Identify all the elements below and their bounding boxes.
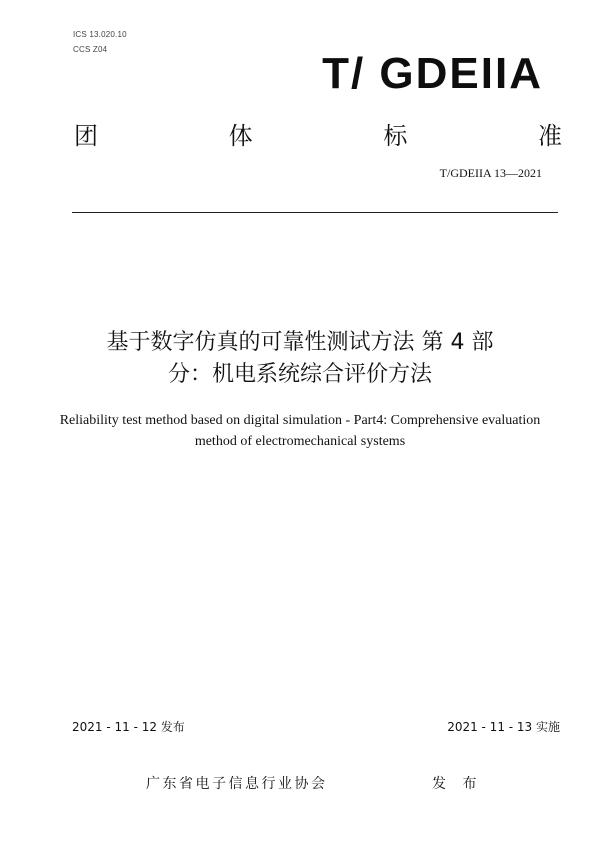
chinese-title-line: 基于数字仿真的可靠性测试方法 第 4 部 <box>106 330 494 355</box>
chinese-title <box>40 327 560 391</box>
category-char: 体 <box>228 122 253 150</box>
english-title-line: Reliability test method based on digital simulation - Part4: Comprehensive evaluation <box>59 413 541 428</box>
ics-code: ICS 13.020.10 <box>73 30 127 39</box>
publish-date: 2021 - 11 - 12 发布 <box>72 720 185 734</box>
standard-number: T/GDEIIA 13—2021 <box>439 166 542 180</box>
english-title-line: method of electromechanical systems <box>194 434 406 449</box>
category-char: 准 <box>537 122 562 150</box>
standard-category <box>74 116 562 151</box>
category-char: 团 <box>74 122 98 150</box>
category-char: 标 <box>383 122 408 150</box>
issuing-organization: 广东省电子信息行业协会 <box>146 776 328 792</box>
ccs-code: CCS Z04 <box>73 45 108 54</box>
english-title <box>30 410 570 452</box>
implement-date: 2021 - 11 - 13 实施 <box>447 720 560 734</box>
issue-label: 发 布 <box>432 776 483 792</box>
header-divider <box>72 212 558 213</box>
chinese-title-line: 分：机电系统综合评价方法 <box>167 362 432 387</box>
standard-brand: T/ GDEIIA <box>322 49 543 98</box>
